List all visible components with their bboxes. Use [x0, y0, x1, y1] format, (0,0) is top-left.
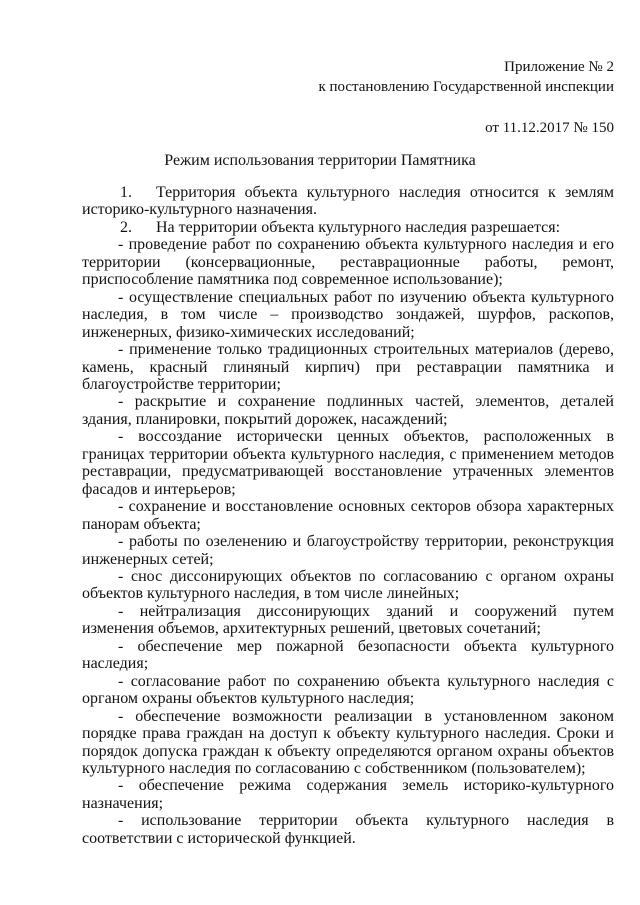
list-item: - раскрытие и сохранение подлинных частей, элементов, деталей здания, планировки, покрытий дорожек, насаждений;	[82, 393, 614, 428]
numbered-item	[82, 219, 614, 236]
list-item: - воссоздание исторически ценных объектов, расположенных в границах территории объекта культурного наследия, с применением методов реставрации, предусматривающей восстановление утраченных элементов фасадов и интерьеров;	[82, 428, 614, 498]
decree-date: от 11.12.2017 № 150	[485, 120, 614, 136]
list-item: - осуществление специальных работ по изучению объекта культурного наследия, в том числе – производство зондажей, шурфов, раскопов, инженерных, физико-химических исследований;	[82, 288, 614, 341]
list-item: - обеспечение возможности реализации в установленном законом порядке права граждан на доступ к объекту культурного наследия. Сроки и порядок допуска граждан к объекту определяются органом охраны объектов культурного наследия по согласованию с собственником (пользователем);	[82, 707, 614, 777]
decree-line: к постановлению Государственной инспекции	[318, 79, 614, 95]
list-item: - обеспечение мер пожарной безопасности объекта культурного наследия;	[82, 637, 614, 673]
appendix-line: Приложение № 2	[504, 59, 614, 75]
list-item: - применение только традиционных строительных материалов (дерево, камень, красный глиняный кирпич) при реставрации памятника и благоустройстве территории;	[82, 341, 614, 393]
numbered-item	[82, 184, 614, 219]
list-item: - проведение работ по сохранению объекта культурного наследия и его территории (консервационные, реставрационные работы, ремонт, приспособление памятника под современное использование);	[82, 236, 614, 289]
item-text: Территория объекта культурного наследия относится к землям историко-культурного назначения.	[82, 184, 614, 219]
list-item: - нейтрализация диссонирующих зданий и сооружений путем изменения объемов, архитектурных решений, цветовых сочетаний;	[82, 602, 614, 638]
document-body	[82, 184, 614, 847]
list-item: - работы по озеленению и благоустройству территории, реконструкция инженерных сетей;	[82, 533, 614, 568]
document-title: Режим использования территории Памятника	[164, 152, 476, 169]
item-text: На территории объекта культурного наследия разрешается:	[156, 218, 561, 236]
list-item: - обеспечение режима содержания земель историко-культурного назначения;	[82, 777, 614, 812]
list-item: - использование территории объекта культурного наследия в соответствии с исторической функцией.	[82, 812, 614, 847]
item-number: 1.	[120, 184, 132, 201]
list-item: - сохранение и восстановление основных секторов обзора характерных панорам объекта;	[82, 498, 614, 533]
appendix-header	[318, 57, 614, 138]
item-number: 2.	[120, 218, 132, 236]
list-item: - снос диссонирующих объектов по согласованию с органом охраны объектов культурного наследия, в том числе линейных;	[82, 567, 614, 603]
list-item: - согласование работ по сохранению объекта культурного наследия с органом охраны объектов культурного наследия;	[82, 672, 614, 708]
